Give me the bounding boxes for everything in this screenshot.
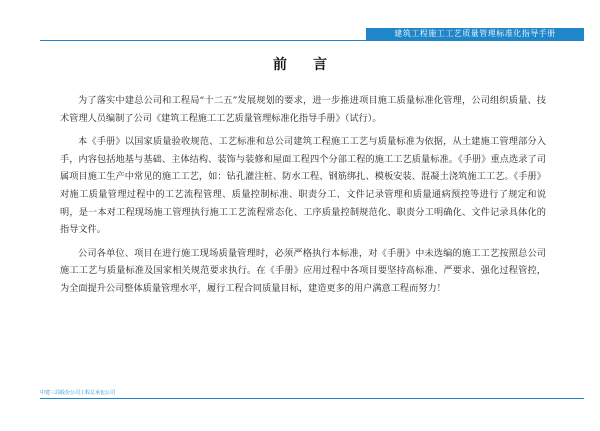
footer-divider (40, 398, 584, 399)
header-banner: 建筑工程施工工艺质量管理标准化指导手册 (366, 28, 584, 40)
preface-paragraph-3: 公司各单位、项目在进行施工现场质量管理时，必须严格执行本标准，对《手册》中未选编的施工工艺按照总公司施工工艺与质量标准及国家相关规范要求执行。在《手册》应用过程中各项目要坚持高标准、严要求、强化过程管控，为全面提升公司整体质量管理水平，履行工程合同质量目标，建造更多的用户满意工程而努力！ (60, 247, 546, 294)
preface-paragraph-2: 本《手册》以国家质量验收规范、工艺标准和总公司建筑工程施工工艺与质量标准为依据，从土建施工管理部分入手，内容包括地基与基础、主体结构、装饰与装修和屋面工程四个分部工程的施工工艺质量标准。《手册》重点选录了司属项目施工生产中常见的施工工艺，如：钻孔灌注桩、防水工程、钢筋绑扎、模板安装、混凝土浇筑施工工艺。《手册》对施工质量管理过程中的工艺流程管理、质量控制标准、职责分工、文件记录管理和质量通病预控等进行了规定和说明，是一本对工程现场施工管理执行施工工艺流程常态化、工序质量控制规范化、职责分工明确化、文件记录具体化的指导文件。 (60, 136, 546, 236)
footer-company: 中建三局股份公司工程总承包公司 (40, 390, 116, 396)
page-title: 前言 (273, 57, 353, 73)
preface-paragraph-1: 为了落实中建总公司和工程局“十二五”发展规划的要求，进一步推进项目施工质量标准化管理，公司组织质量、技术管理人员编制了公司《建筑工程施工工艺质量管理标准化指导手册》（试行）。 (60, 95, 546, 124)
preface-body (60, 92, 546, 304)
header-divider (40, 40, 584, 41)
